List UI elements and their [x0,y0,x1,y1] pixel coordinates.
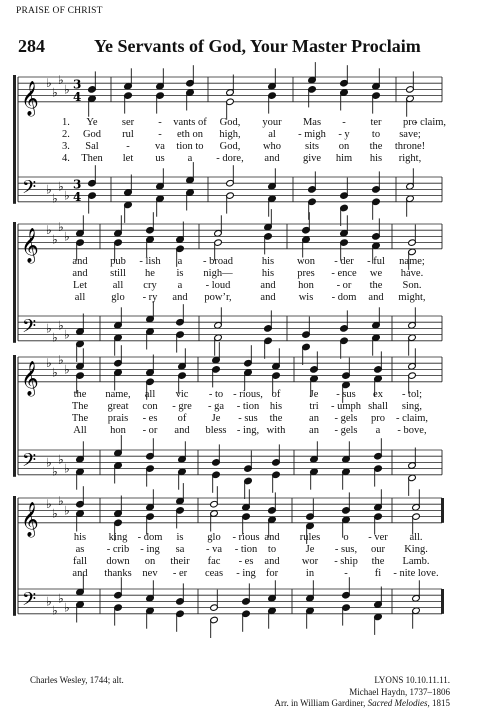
time-signature: 3 [73,177,82,192]
lyric-syllable: all [112,280,124,291]
treble-clef: 𝄞 [21,360,39,396]
lyric-syllable: - dore, [216,153,244,164]
lyric-syllable: God, [219,117,241,128]
lyric-syllable: ex [373,389,383,400]
time-signature: 3 [73,77,82,92]
lyric-syllable: va [155,141,165,152]
lyric-syllable: is [176,268,184,279]
lyric-syllable: - rious, [233,389,263,400]
lyric-syllable: - or [142,425,158,436]
lyric-syllable: Je [309,389,319,400]
lyric-syllable: pro [371,413,385,424]
lyric-syllable: sa [175,544,185,555]
lyric-syllable: - ship [334,556,358,567]
lyric-syllable: ceas [204,568,224,579]
lyric-syllable: - er [172,568,188,579]
lyric-syllable: - claim, [395,413,429,424]
final-barline [441,589,444,614]
lyric-syllable: eth on [177,129,203,140]
lyric-syllable: fall [73,556,87,567]
lyric-syllable: All [73,425,87,436]
music-credits [275,675,451,710]
lyric-syllable: him [335,153,353,164]
lyric-syllable: thanks [104,568,132,579]
key-flat: ♭ [58,353,64,368]
lyric-syllable: - ing, [236,425,260,436]
lyric-syllable: pro [403,117,417,128]
lyric-syllable: we [369,268,383,279]
treble-clef: 𝄞 [21,80,39,116]
lyric-syllable: their [170,556,190,567]
lyric-syllable: - migh [298,129,326,140]
lyric-syllable: to [371,129,381,140]
lyric-syllable: fac [207,556,221,567]
key-flat: ♭ [46,182,52,197]
lyric-syllable: with [266,425,286,436]
lyric-syllable: fi [374,568,382,579]
lyric-syllable: still [110,268,126,279]
lyric-syllable: as [75,544,85,555]
lyric-syllable: - y [338,129,350,140]
lyric-syllable: the [269,413,283,424]
lyric-syllable: sing, [401,401,423,412]
lyric-syllable: might, [398,292,426,303]
lyric-syllable: God, [219,141,241,152]
lyric-syllable: an [309,413,319,424]
lyric-syllable: save; [399,129,421,140]
bass-clef: 𝄢 [22,316,37,342]
lyric-syllable: - tion [236,401,260,412]
lyric-syllable: wor [301,556,319,567]
lyric-syllable: for [265,568,279,579]
key-flat: ♭ [52,232,58,247]
key-flat: ♭ [46,594,52,609]
lyric-syllable: king [108,532,128,543]
time-signature: 4 [73,89,82,104]
lyric-syllable: - der [334,256,354,267]
lyric-syllable: his [269,401,283,412]
lyric-syllable: the [369,280,383,291]
brace [13,75,16,204]
lyric-syllable: - [342,117,346,128]
lyric-syllable: to [267,544,277,555]
bass-clef: 𝄢 [22,450,37,476]
lyric-syllable: right, [398,153,422,164]
verse-number: 1. [62,117,70,128]
lyric-syllable: nev [142,568,158,579]
lyric-syllable: - gels [334,413,358,424]
lyric-syllable: - rious [232,532,260,543]
lyric-syllable: - gels [334,425,358,436]
lyric-syllable: - va [205,544,223,555]
lyric-syllable: great [107,401,129,412]
lyric-syllable: - ence [331,268,357,279]
lyric-syllable: God [82,129,102,140]
lyric-syllable: - es [142,413,158,424]
lyric-syllable: and [72,256,88,267]
lyric-syllable: rul [122,129,134,140]
lyric-syllable: - [344,568,348,579]
lyric-syllable: - gre [172,401,192,412]
lyric-syllable: wis [298,292,314,303]
key-flat: ♭ [46,356,52,371]
lyric-syllable: - or [336,280,352,291]
hymn-title: Ye Servants of God, Your Master Proclaim [94,36,421,56]
lyric-syllable: the [369,141,383,152]
lyric-syllable: pub [110,256,126,267]
lyric-syllable: on [144,556,156,567]
lyric-syllable: a [177,256,183,267]
lyric-syllable: - sus [336,389,356,400]
lyric-syllable: - claim, [413,117,447,128]
lyric-syllable: - broad [202,256,234,267]
lyric-syllable: cry [143,280,157,291]
lyric-syllable: - ry [142,292,158,303]
lyric-syllable: of [271,389,281,400]
lyric-syllable: have. [400,268,424,279]
key-flat: ♭ [58,591,64,606]
key-flat: ♭ [58,179,64,194]
words-credit: Charles Wesley, 1744; alt. [30,675,124,685]
lyric-syllable: name, [105,389,131,400]
lyric-syllable: a [187,153,193,164]
lyric-syllable: - dom [137,532,163,543]
brace [13,355,16,477]
key-flat: ♭ [46,76,52,91]
lyric-syllable: al [268,129,276,140]
key-flat: ♭ [64,600,70,615]
lyric-syllable: his [261,256,275,267]
key-flat: ♭ [58,452,64,467]
lyric-syllable: Lamb. [402,556,430,567]
composer-credit: Michael Haydn, 1737–1806 [349,686,450,697]
lyric-syllable: sits [304,141,320,152]
key-flat: ♭ [52,603,58,618]
lyric-syllable: - tion [234,544,258,555]
lyric-syllable: Sal [85,141,99,152]
lyric-syllable: vic [175,389,189,400]
brace [13,222,16,343]
lyric-syllable: in [305,568,315,579]
lyric-syllable: nigh— [203,268,233,279]
lyric-syllable: hon [298,280,314,291]
lyric-syllable: ter [370,117,382,128]
brace [13,496,16,616]
lyric-syllable: - sus, [334,544,358,555]
lyric-syllable: glo [207,532,221,543]
lyric-syllable: high, [219,129,241,140]
lyric-syllable: hon [110,425,126,436]
lyric-syllable: Son. [402,280,422,291]
lyric-syllable: Je [211,413,221,424]
key-flat: ♭ [58,318,64,333]
lyric-syllable: - ing [140,544,160,555]
lyric-syllable: rules [299,532,321,543]
lyric-syllable: ser [121,117,135,128]
key-flat: ♭ [58,73,64,88]
lyric-syllable: Ye [86,117,98,128]
lyric-syllable: - lish [139,256,161,267]
key-flat: ♭ [64,461,70,476]
tune-name: LYONS 10.10.11.11. [374,675,450,685]
lyric-syllable: down [106,556,130,567]
lyric-syllable: - crib [106,544,130,555]
lyric-syllable: - nite love. [393,568,439,579]
lyric-syllable: a [375,425,381,436]
lyric-syllable: King. [404,544,428,555]
lyric-syllable: and [174,425,190,436]
lyric-syllable: The [71,413,89,424]
lyric-syllable: - [158,117,162,128]
lyric-syllable: - [158,129,162,140]
lyric-syllable: his [73,532,87,543]
lyric-syllable: - [126,141,130,152]
lyric-syllable: o [343,532,349,543]
key-flat: ♭ [52,330,58,345]
key-flat: ♭ [52,464,58,479]
lyric-syllable: the [73,389,87,400]
lyric-syllable: and [264,153,280,164]
lyric-syllable: - bove, [397,425,427,436]
lyric-syllable: our [371,544,385,555]
key-flat: ♭ [64,327,70,342]
lyric-syllable: and [264,532,280,543]
lyric-syllable: - ver [368,532,388,543]
lyric-syllable: - ful [367,256,385,267]
lyric-syllable: - umph [330,401,362,412]
key-flat: ♭ [52,85,58,100]
verse-number: 4. [62,153,70,164]
final-barline [441,498,444,523]
lyric-syllable: vants of [173,117,207,128]
lyric-syllable: on [338,141,350,152]
lyric-syllable: tri [309,401,319,412]
lyric-syllable: prais [107,413,129,424]
lyric-syllable: and [264,556,280,567]
lyric-syllable: Mas [302,117,322,128]
lyric-syllable: his [261,268,275,279]
lyric-syllable: and [260,280,276,291]
section-heading: PRAISE OF CHRIST [16,6,103,16]
lyric-syllable: - ing [236,568,256,579]
lyric-syllable: - dom [331,292,357,303]
lyric-syllable: Let [73,280,87,291]
lyric-syllable: his [369,153,383,164]
treble-clef: 𝄞 [21,227,39,263]
lyric-syllable: shall [368,401,388,412]
lyric-syllable: who [262,141,282,152]
lyric-syllable: won [296,256,316,267]
key-flat: ♭ [58,494,64,509]
arranger-credit: Arr. in William Gardiner, Sacred Melodies, 1815 [274,698,450,708]
key-flat: ♭ [52,191,58,206]
lyric-syllable: pow’r, [204,292,232,303]
lyric-syllable: us [155,153,165,164]
key-flat: ♭ [64,82,70,97]
lyric-syllable: - loud [205,280,231,291]
key-flat: ♭ [64,188,70,203]
lyric-syllable: throne! [394,141,426,152]
key-flat: ♭ [46,223,52,238]
lyric-syllable: your [262,117,282,128]
lyric-syllable: he [145,268,155,279]
lyric-syllable: - sus [238,413,258,424]
lyric-syllable: Je [305,544,315,555]
lyric-syllable: an [309,425,319,436]
lyric-syllable: - tol; [401,389,423,400]
lyric-syllable: and [72,568,88,579]
key-flat: ♭ [46,455,52,470]
lyric-syllable: - es [238,556,254,567]
lyric-syllable: The [71,401,89,412]
time-signature: 4 [73,189,82,204]
lyric-syllable: and [72,268,88,279]
lyric-syllable: - to [208,389,224,400]
key-flat: ♭ [46,497,52,512]
lyric-syllable: the [371,556,385,567]
lyric-syllable: is [176,532,184,543]
lyric-syllable: give [302,153,322,164]
lyric-syllable: all [74,292,86,303]
treble-clef: 𝄞 [21,501,39,537]
lyric-syllable: Then [81,153,103,164]
bass-clef: 𝄢 [22,589,37,615]
key-flat: ♭ [64,362,70,377]
lyric-syllable: a [177,280,183,291]
lyric-syllable: con [142,401,158,412]
bass-clef: 𝄢 [22,177,37,203]
key-flat: ♭ [52,506,58,521]
verse-number: 2. [62,129,70,140]
hymn-number: 284 [18,36,45,56]
lyric-syllable: glo [111,292,125,303]
key-flat: ♭ [64,229,70,244]
key-flat: ♭ [58,220,64,235]
lyric-syllable: and [172,292,188,303]
lyric-syllable: and [368,292,384,303]
key-flat: ♭ [46,321,52,336]
verse-number: 3. [62,141,70,152]
lyric-syllable: bless [205,425,227,436]
lyric-syllable: tion to [176,141,204,152]
lyric-syllable: and [260,292,276,303]
lyric-syllable: all [144,389,156,400]
lyric-syllable: name; [399,256,425,267]
lyric-syllable: let [122,153,134,164]
lyric-syllable: all. [409,532,423,543]
key-flat: ♭ [52,365,58,380]
key-flat: ♭ [64,503,70,518]
lyric-syllable: - ga [207,401,225,412]
lyric-syllable: pres [297,268,315,279]
lyric-syllable: of [177,413,187,424]
